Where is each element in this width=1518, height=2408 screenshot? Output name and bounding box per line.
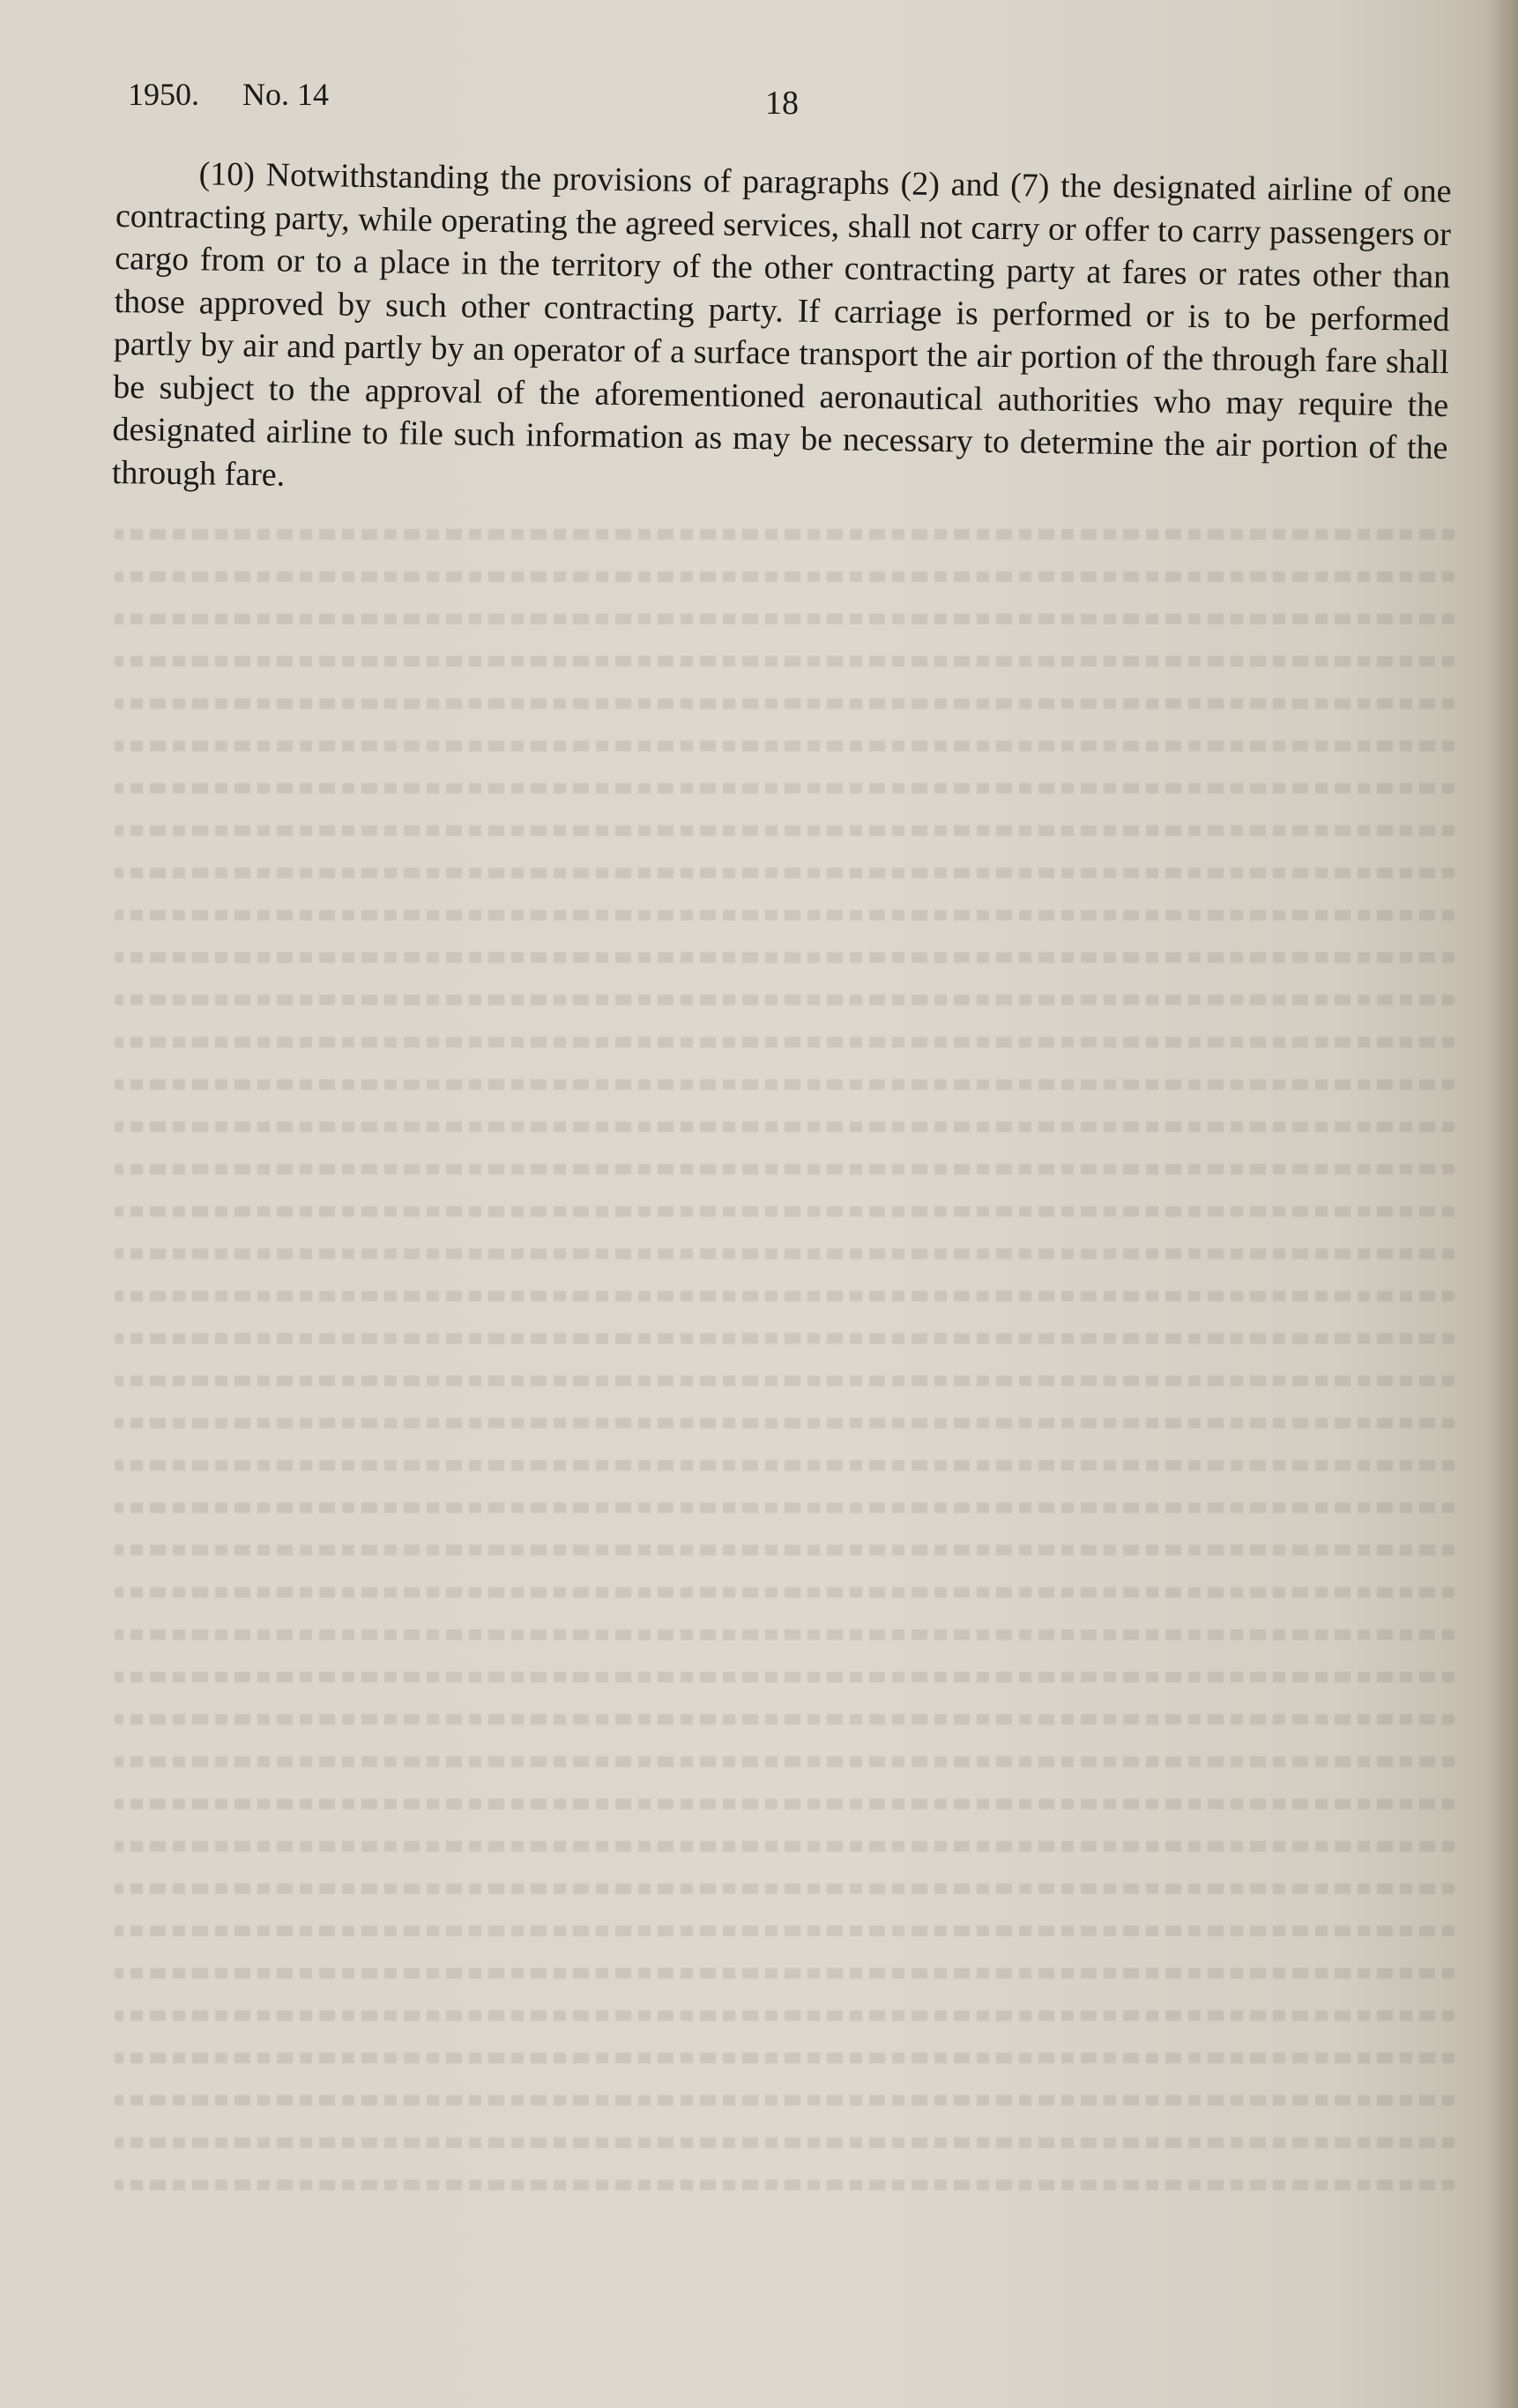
header-year: 1950. bbox=[128, 77, 199, 112]
body-text bbox=[112, 152, 1452, 512]
page-header bbox=[119, 69, 1459, 122]
reverse-side-show-through bbox=[115, 529, 1455, 2381]
paragraph-10: (10) Notwithstanding the provisions of paragraphs (2) and (7) the designated airline of one contracting party, while operating the agreed services, shall not carry or offer to carry passengers or cargo from or to a place in the territory of the other contracting party at fares or rates other than those approved by such other contracting party. If carriage is performed or is to be performed partly by air and partly by an operator of a surface transport the air portion of the through fare shall be subject to the approval of the aforementioned aeronautical authorities who may require the designated airline to file such information as may be necessary to determine the air portion of the through fare. bbox=[111, 155, 1452, 494]
page-number: 18 bbox=[765, 85, 799, 122]
page-edge-shadow bbox=[1488, 0, 1518, 2408]
header-number: No. 14 bbox=[242, 77, 329, 112]
